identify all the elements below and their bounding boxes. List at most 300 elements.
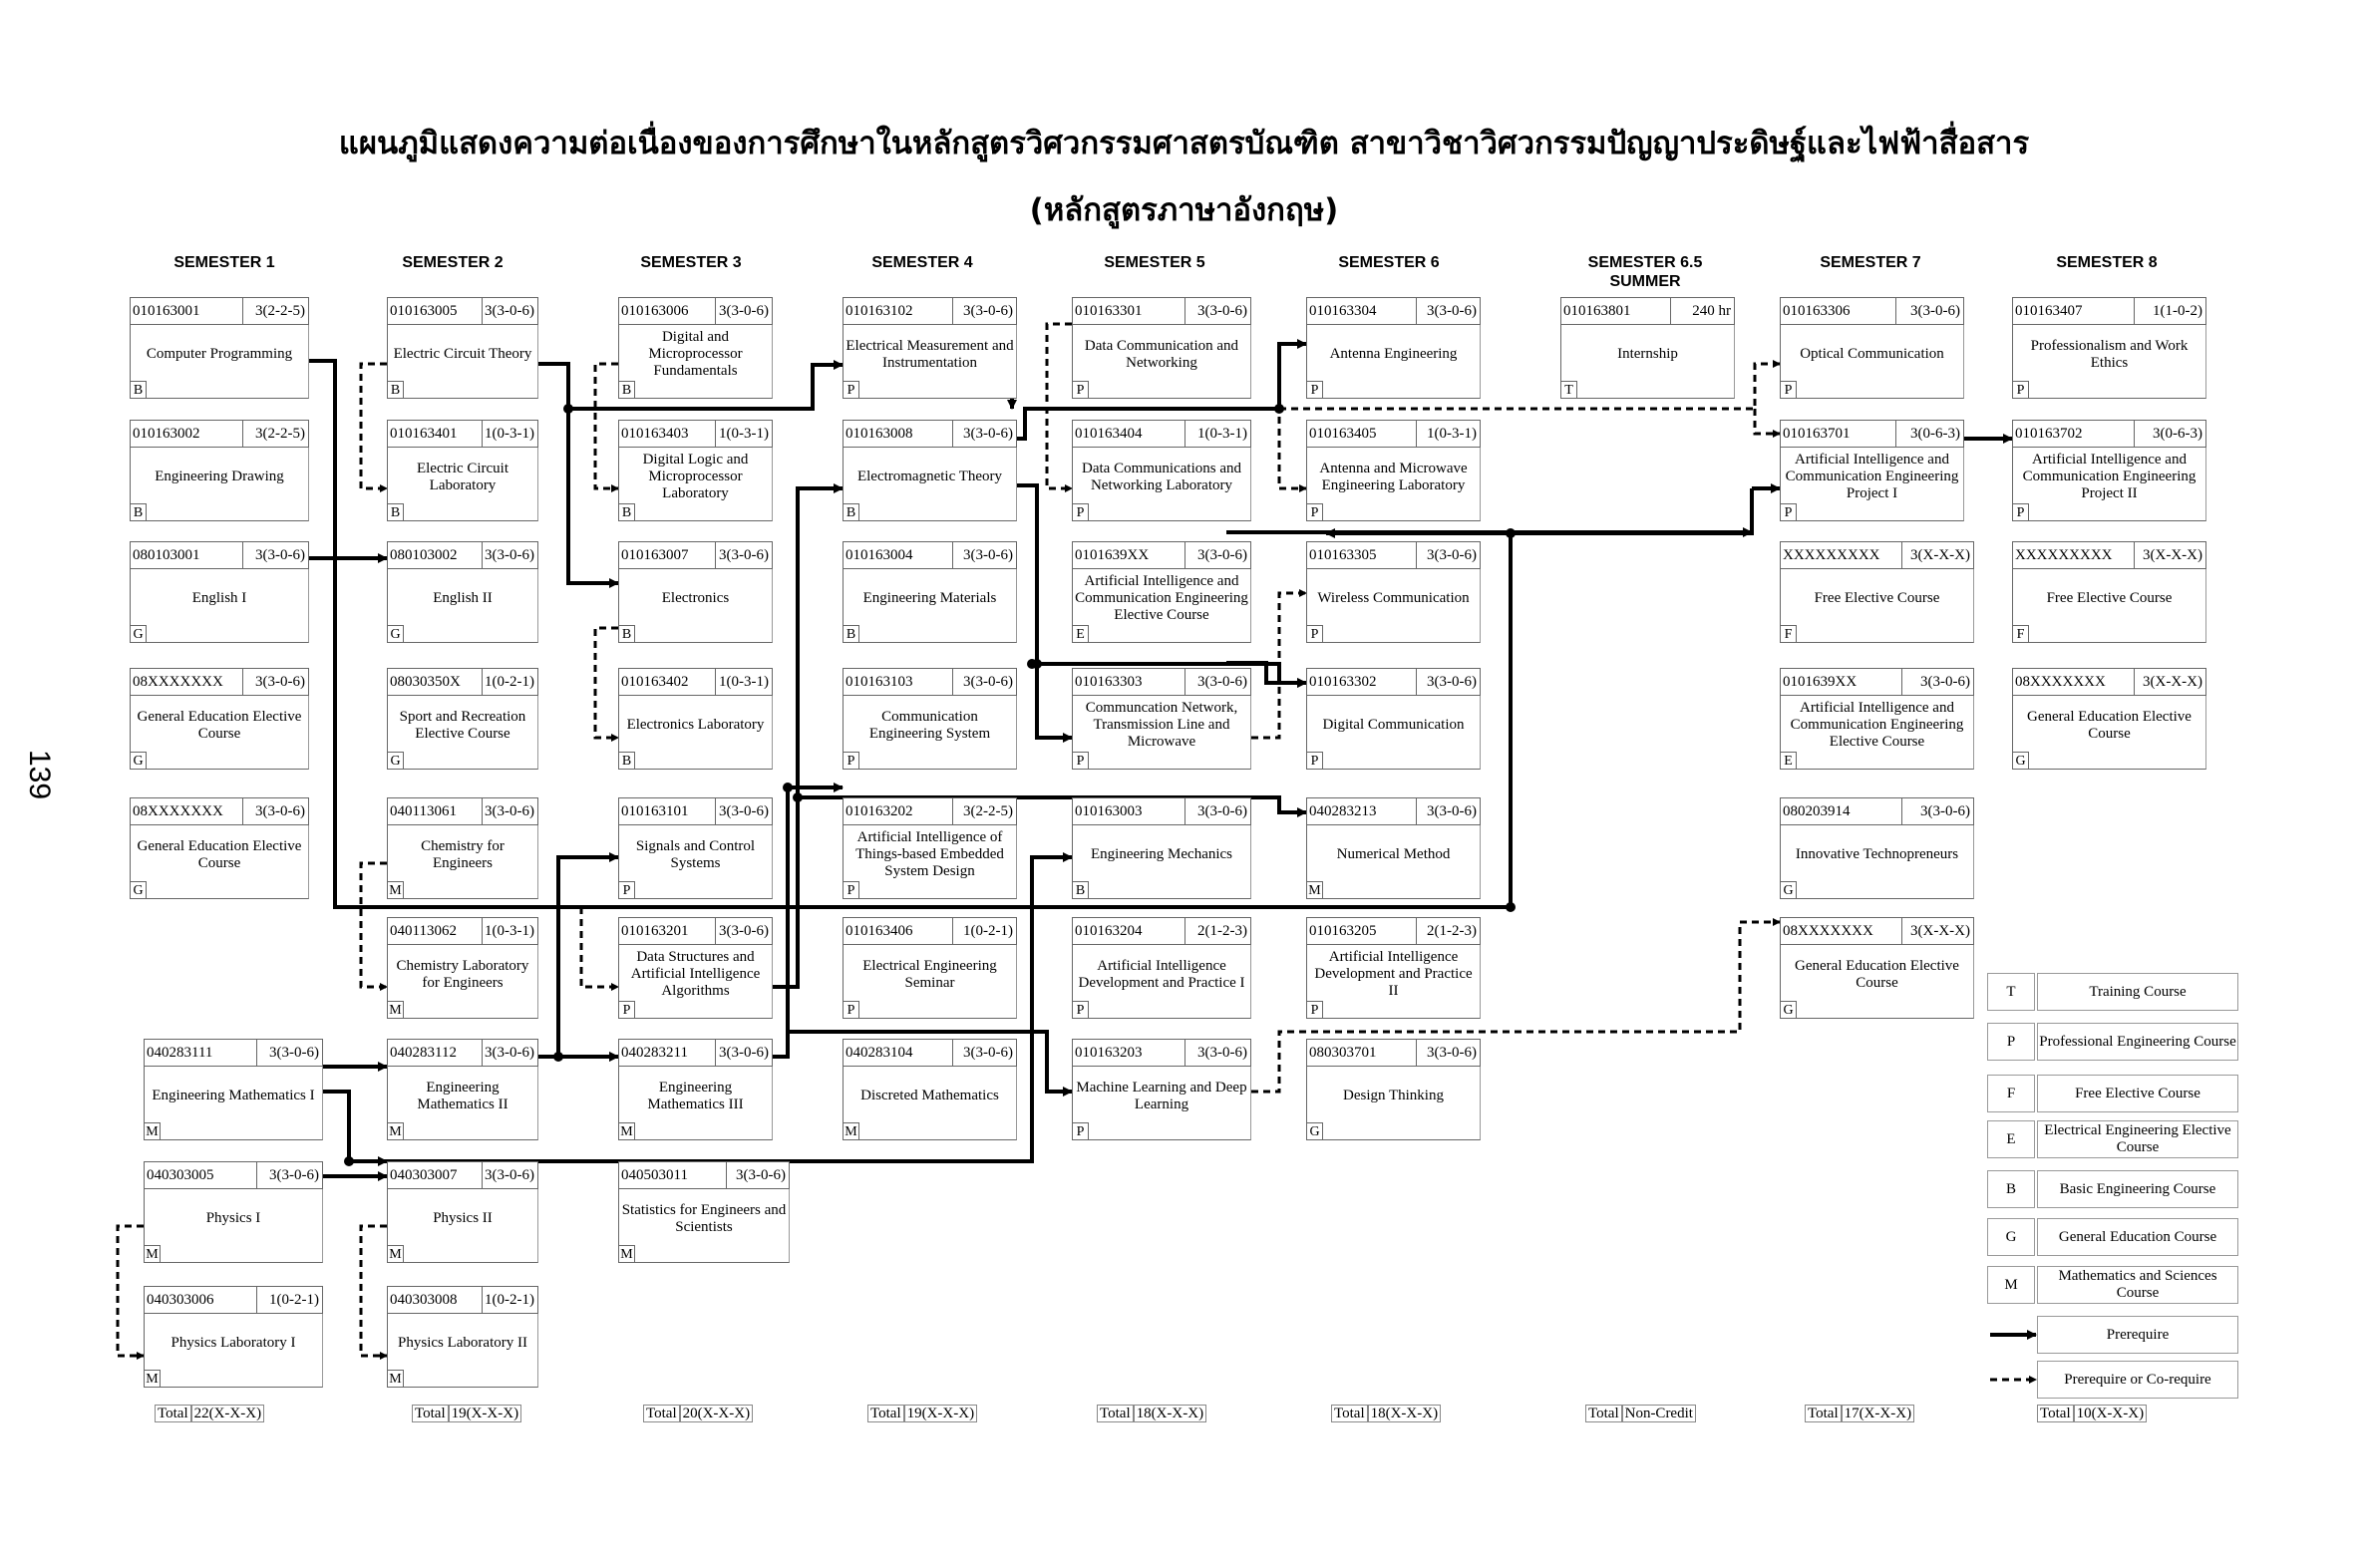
- course-name: Statistics for Engineers and Scientists: [621, 1201, 787, 1235]
- course-name: Free Elective Course: [1814, 590, 1940, 606]
- course-box-040303005: [144, 1161, 323, 1263]
- course-type-badge: G: [388, 625, 404, 642]
- coreq-arrow: [361, 364, 387, 488]
- course-code: 080103001: [133, 547, 200, 563]
- course-box-0101639xx: [1072, 541, 1251, 643]
- course-type-badge: P: [2013, 381, 2029, 398]
- total-label: Total: [155, 1405, 191, 1422]
- course-credit: 3(3-0-6): [719, 923, 769, 939]
- course-credit: 3(3-0-6): [1197, 547, 1247, 563]
- course-name: Electrical Measurement and Instrumentation: [846, 337, 1014, 371]
- course-name: Digital and Microprocessor Fundamentals: [648, 329, 743, 379]
- semester-total: [643, 1406, 753, 1422]
- course-type-badge: P: [844, 381, 859, 398]
- coreq-arrow: [1279, 369, 1306, 488]
- course-type-badge: P: [1073, 503, 1089, 520]
- course-type-badge: P: [1073, 1122, 1089, 1139]
- semester-header: SEMESTER 2: [402, 254, 504, 271]
- course-type-badge: M: [619, 1245, 635, 1262]
- course-credit: 1(0-3-1): [485, 426, 534, 442]
- legend-label: Free Elective Course: [2037, 1075, 2238, 1112]
- course-credit: 3(3-0-6): [963, 303, 1013, 319]
- course-box-010163801: [1560, 297, 1735, 399]
- junction-dot: [1027, 659, 1037, 669]
- total-label: Total: [1585, 1405, 1622, 1422]
- course-name: Engineering Mathematics II: [417, 1079, 508, 1112]
- course-type-badge: B: [131, 503, 147, 520]
- course-name: Physics I: [205, 1210, 261, 1226]
- course-box-010163204: [1072, 917, 1251, 1019]
- course-type-badge: P: [2013, 503, 2029, 520]
- course-code: 010163301: [1075, 303, 1143, 319]
- page-title: แผนภูมิแสดงความต่อเนื่องของการศึกษาในหลักสูตรวิศวกรรมศาสตรบัณฑิต สาขาวิชาวิศวกรรมปัญญาประดิษฐ์และไฟฟ้าสื่อสาร: [338, 126, 2030, 161]
- course-code: 010163302: [1309, 674, 1377, 690]
- course-name: Physics Laboratory II: [398, 1335, 527, 1351]
- course-name: Design Thinking: [1343, 1088, 1444, 1103]
- course-code: 010163007: [621, 547, 689, 563]
- coreq-arrow: [118, 1226, 144, 1356]
- legend-label: Professional Engineering Course: [2037, 1023, 2238, 1061]
- legend-row: [1987, 1075, 2238, 1112]
- legend-key: T: [1987, 973, 2035, 1011]
- legend-label: General Education Course: [2037, 1218, 2238, 1256]
- course-type-badge: P: [844, 752, 859, 769]
- course-name: Artificial Intelligence of Things-based Embedded System Design: [855, 829, 1004, 879]
- coreq-arrow: [1047, 324, 1072, 488]
- course-code: 010163002: [133, 426, 200, 442]
- course-box-040303007: [387, 1161, 538, 1263]
- course-name: Antenna Engineering: [1329, 346, 1458, 362]
- course-name: Machine Learning and Deep Learning: [1076, 1079, 1247, 1112]
- course-code: 040283213: [1309, 803, 1377, 819]
- course-name: Antenna and Microwave Engineering Laboratory: [1319, 460, 1468, 493]
- legend-label: Prerequire or Co-require: [2037, 1361, 2238, 1399]
- course-name: Artificial Intelligence Development and Practice I: [1078, 957, 1245, 991]
- legend-label: Basic Engineering Course: [2037, 1170, 2238, 1208]
- course-box-010163406: [843, 917, 1017, 1019]
- course-credit: 240 hr: [1692, 303, 1731, 319]
- prereq-arrow: [773, 488, 843, 987]
- course-name: Internship: [1617, 346, 1678, 362]
- course-code: 040303006: [147, 1292, 214, 1308]
- course-box-040283104: [843, 1039, 1017, 1140]
- course-credit: 3(3-0-6): [963, 674, 1013, 690]
- course-box-080203914: [1780, 797, 1974, 899]
- course-box-010163303: [1072, 668, 1251, 770]
- total-label: Total: [1097, 1405, 1134, 1422]
- course-type-badge: E: [1781, 752, 1797, 769]
- course-box-010163102: [843, 297, 1017, 399]
- course-box-010163405: [1306, 420, 1481, 521]
- course-type-badge: B: [619, 503, 635, 520]
- course-code: 040303005: [147, 1167, 214, 1183]
- total-label: Total: [412, 1405, 449, 1422]
- course-code: 08XXXXXXX: [1783, 923, 1873, 939]
- coreq-arrow: [361, 863, 387, 987]
- prereq-line: [317, 1092, 387, 1161]
- course-name: English II: [433, 590, 493, 606]
- legend-row: [1987, 1170, 2238, 1208]
- course-code: XXXXXXXXX: [1783, 547, 1880, 563]
- course-box-010163401: [387, 420, 538, 521]
- legend-key: M: [1987, 1266, 2035, 1304]
- semester-total: [412, 1406, 521, 1422]
- course-name: Innovative Technopreneurs: [1795, 846, 1959, 862]
- course-name: Chemistry Laboratory for Engineers: [396, 957, 529, 991]
- course-code: 010163004: [846, 547, 913, 563]
- semester-total: [1097, 1406, 1206, 1422]
- course-code: 010163403: [621, 426, 689, 442]
- course-box-040503011: [618, 1161, 790, 1263]
- course-credit: 3(3-0-6): [269, 1045, 319, 1061]
- legend-label: Prerequire: [2037, 1316, 2238, 1354]
- course-credit: 1(0-3-1): [719, 674, 769, 690]
- course-type-badge: F: [2013, 625, 2029, 642]
- course-name: Data Communications and Networking Laboratory: [1082, 460, 1241, 493]
- course-name: Electronics: [661, 590, 730, 606]
- course-name: Computer Programming: [146, 346, 293, 362]
- legend-row: [1987, 1218, 2238, 1256]
- course-code: 0101639XX: [1783, 674, 1858, 690]
- total-label: Total: [1331, 1405, 1368, 1422]
- course-code: 010163407: [2015, 303, 2083, 319]
- semester-header: SEMESTER 7: [1820, 254, 1921, 271]
- course-box-08xxxxxxx: [1780, 917, 1974, 1019]
- course-credit: 3(3-0-6): [1427, 1045, 1477, 1061]
- course-name: Electrical Engineering Seminar: [862, 957, 997, 991]
- course-credit: 3(3-0-6): [963, 547, 1013, 563]
- course-name: Wireless Communication: [1317, 590, 1470, 606]
- coreq-arrow: [581, 907, 618, 987]
- course-credit: 1(0-2-1): [269, 1292, 319, 1308]
- course-type-badge: M: [388, 1370, 404, 1387]
- course-credit: 3(X-X-X): [2143, 674, 2202, 690]
- total-value: 17(X-X-X): [1842, 1405, 1914, 1422]
- course-box-040113061: [387, 797, 538, 899]
- course-type-badge: M: [388, 1245, 404, 1262]
- course-credit: 3(3-0-6): [963, 1045, 1013, 1061]
- course-box-080103002: [387, 541, 538, 643]
- course-name: General Education Elective Course: [137, 708, 302, 742]
- course-box-010163701: [1780, 420, 1964, 521]
- course-type-badge: G: [131, 752, 147, 769]
- legend-key: B: [1987, 1170, 2035, 1208]
- course-code: 080303701: [1309, 1045, 1377, 1061]
- course-type-badge: T: [1561, 381, 1577, 398]
- course-credit: 3(3-0-6): [1197, 303, 1247, 319]
- course-box-040303008: [387, 1286, 538, 1388]
- course-credit: 3(2-2-5): [255, 303, 305, 319]
- course-code: 010163001: [133, 303, 200, 319]
- course-code: 040283111: [147, 1045, 213, 1061]
- course-box-010163702: [2012, 420, 2206, 521]
- semester-total: [155, 1406, 264, 1422]
- course-credit: 3(3-0-6): [269, 1167, 319, 1183]
- course-name: Digital Communication: [1322, 717, 1465, 733]
- course-box-010163203: [1072, 1039, 1251, 1140]
- semester-total: [867, 1406, 977, 1422]
- course-credit: 1(0-3-1): [719, 426, 769, 442]
- semester-header: SEMESTER 3: [640, 254, 742, 271]
- course-credit: 3(3-0-6): [1920, 674, 1970, 690]
- course-type-badge: B: [619, 381, 635, 398]
- course-code: 010163103: [846, 674, 913, 690]
- course-type-badge: P: [1307, 1001, 1323, 1018]
- course-credit: 3(2-2-5): [255, 426, 305, 442]
- course-code: 040283112: [390, 1045, 457, 1061]
- course-code: 010163306: [1783, 303, 1851, 319]
- course-name: Free Elective Course: [2046, 590, 2173, 606]
- course-name: Communication Engineering System: [868, 708, 991, 742]
- course-name: Chemistry for Engineers: [421, 837, 505, 871]
- course-box-010163003: [1072, 797, 1251, 899]
- course-box-040283111: [144, 1039, 323, 1140]
- course-name: Discreted Mathematics: [860, 1088, 999, 1103]
- course-credit: 3(3-0-6): [255, 547, 305, 563]
- course-box-010163001: [130, 297, 309, 399]
- semester-header: SEMESTER 8: [2056, 254, 2158, 271]
- legend-row: [1987, 1266, 2238, 1304]
- total-value: 19(X-X-X): [449, 1405, 521, 1422]
- course-box-010163005: [387, 297, 538, 399]
- course-code: 010163204: [1075, 923, 1143, 939]
- course-name: Sport and Recreation Elective Course: [399, 708, 526, 742]
- course-type-badge: B: [131, 381, 147, 398]
- course-credit: 1(0-3-1): [1197, 426, 1247, 442]
- course-code: 010163305: [1309, 547, 1377, 563]
- course-name: General Education Elective Course: [137, 837, 302, 871]
- coreq-arrow: [1755, 409, 1780, 434]
- page-number: 139: [23, 749, 57, 800]
- legend-row: [1987, 973, 2238, 1011]
- course-box-010163007: [618, 541, 773, 643]
- course-type-badge: M: [145, 1245, 161, 1262]
- junction-dot: [793, 792, 803, 802]
- course-credit: 1(1-0-2): [2153, 303, 2202, 319]
- course-type-badge: E: [1073, 625, 1089, 642]
- course-type-badge: B: [1073, 881, 1089, 898]
- semester-total: [1331, 1406, 1441, 1422]
- course-credit: 3(3-0-6): [719, 803, 769, 819]
- legend-key: E: [1987, 1120, 2035, 1158]
- course-type-badge: G: [2013, 752, 2029, 769]
- course-type-badge: P: [619, 881, 635, 898]
- course-name: Artificial Intelligence and Communication Engineering Project II: [2022, 452, 2197, 501]
- total-value: 18(X-X-X): [1368, 1405, 1441, 1422]
- course-box-010163101: [618, 797, 773, 899]
- course-code: 08XXXXXXX: [2015, 674, 2106, 690]
- course-box-08xxxxxxx: [130, 797, 309, 899]
- course-code: 080203914: [1783, 803, 1851, 819]
- course-code: 010163405: [1309, 426, 1377, 442]
- course-code: 040283211: [621, 1045, 688, 1061]
- course-code: 010163005: [390, 303, 458, 319]
- course-name: Optical Communication: [1800, 346, 1944, 362]
- course-code: 010163102: [846, 303, 913, 319]
- course-name: Engineering Mathematics III: [647, 1079, 744, 1112]
- course-code: XXXXXXXXX: [2015, 547, 2113, 563]
- course-box-010163202: [843, 797, 1017, 899]
- course-type-badge: M: [388, 881, 404, 898]
- course-box-040113062: [387, 917, 538, 1019]
- course-type-badge: M: [145, 1122, 161, 1139]
- legend-key: F: [1987, 1075, 2035, 1112]
- prereq-arrow: [538, 857, 618, 1057]
- course-type-badge: G: [1307, 1122, 1323, 1139]
- semester-total: [1805, 1406, 1914, 1422]
- course-code: 010163701: [1783, 426, 1851, 442]
- course-box-010163306: [1780, 297, 1964, 399]
- course-code: 010163205: [1309, 923, 1377, 939]
- course-type-badge: B: [844, 625, 859, 642]
- legend-row: [1987, 1361, 2238, 1399]
- course-code: 08XXXXXXX: [133, 803, 223, 819]
- course-credit: 3(3-0-6): [1197, 803, 1247, 819]
- course-type-badge: G: [131, 625, 147, 642]
- total-value: 20(X-X-X): [680, 1405, 753, 1422]
- course-credit: 3(3-0-6): [255, 674, 305, 690]
- total-label: Total: [643, 1405, 680, 1422]
- course-box-010163404: [1072, 420, 1251, 521]
- course-box-010163008: [843, 420, 1017, 521]
- course-box-010163205: [1306, 917, 1481, 1019]
- course-name: Signals and Control Systems: [635, 837, 756, 871]
- coreq-arrow: [361, 1226, 387, 1356]
- total-value: 18(X-X-X): [1134, 1405, 1206, 1422]
- course-credit: 3(3-0-6): [963, 426, 1013, 442]
- course-box-010163301: [1072, 297, 1251, 399]
- course-box-040283213: [1306, 797, 1481, 899]
- course-type-badge: P: [1781, 381, 1797, 398]
- course-type-badge: B: [388, 503, 404, 520]
- legend-key: P: [1987, 1023, 2035, 1061]
- semester-total: [2037, 1406, 2147, 1422]
- course-name: Communcation Network, Transmission Line and Microwave: [1085, 700, 1238, 750]
- course-code: 010163101: [621, 803, 689, 819]
- course-credit: 1(0-2-1): [963, 923, 1013, 939]
- course-type-badge: P: [1307, 503, 1323, 520]
- course-name: General Education Elective Course: [2027, 708, 2192, 742]
- course-code: 040113062: [390, 923, 457, 939]
- course-box-080303701: [1306, 1039, 1481, 1140]
- course-code: 010163203: [1075, 1045, 1143, 1061]
- course-credit: 3(3-0-6): [255, 803, 305, 819]
- total-value: 22(X-X-X): [191, 1405, 264, 1422]
- course-code: 010163006: [621, 303, 689, 319]
- junction-dot: [344, 1156, 354, 1166]
- course-box-080103001: [130, 541, 309, 643]
- semester-header: SEMESTER 1: [173, 254, 275, 271]
- course-type-badge: M: [145, 1370, 161, 1387]
- course-credit: 3(3-0-6): [719, 547, 769, 563]
- total-value: 19(X-X-X): [904, 1405, 977, 1422]
- course-type-badge: M: [388, 1001, 404, 1018]
- course-type-badge: P: [1781, 503, 1797, 520]
- course-credit: 1(0-2-1): [485, 674, 534, 690]
- course-credit: 3(3-0-6): [1197, 1045, 1247, 1061]
- course-code: 010163801: [1563, 303, 1631, 319]
- course-type-badge: P: [844, 881, 859, 898]
- prereq-arrow: [1017, 485, 1072, 738]
- course-box-010163407: [2012, 297, 2206, 399]
- junction-dot: [563, 404, 573, 414]
- course-credit: 3(3-0-6): [1427, 547, 1477, 563]
- course-code: 040303007: [390, 1167, 458, 1183]
- course-credit: 3(3-0-6): [719, 303, 769, 319]
- course-type-badge: F: [1781, 625, 1797, 642]
- legend-label: Training Course: [2037, 973, 2238, 1011]
- course-code: 010163202: [846, 803, 913, 819]
- semester-header: SEMESTER 6.5 SUMMER: [1587, 254, 1703, 290]
- course-credit: 3(3-0-6): [485, 547, 534, 563]
- course-name: English I: [191, 590, 247, 606]
- course-name: Artificial Intelligence and Communication Engineering Elective Course: [1075, 573, 1248, 623]
- course-box-010163304: [1306, 297, 1481, 399]
- course-box-010163004: [843, 541, 1017, 643]
- course-code: 010163406: [846, 923, 913, 939]
- legend-label: Mathematics and Sciences Course: [2037, 1266, 2238, 1304]
- legend-label: Electrical Engineering Elective Course: [2037, 1120, 2238, 1158]
- total-label: Total: [1805, 1405, 1842, 1422]
- course-type-badge: G: [388, 752, 404, 769]
- course-box-010163402: [618, 668, 773, 770]
- semester-header: SEMESTER 5: [1104, 254, 1205, 271]
- course-name: Numerical Method: [1336, 846, 1451, 862]
- course-code: 010163303: [1075, 674, 1143, 690]
- course-code: 010163402: [621, 674, 689, 690]
- course-name: Physics II: [433, 1210, 493, 1226]
- course-credit: 3(3-0-6): [1910, 303, 1960, 319]
- course-code: 010163702: [2015, 426, 2083, 442]
- course-credit: 3(X-X-X): [1910, 547, 1970, 563]
- course-credit: 3(X-X-X): [2143, 547, 2202, 563]
- course-code: 08XXXXXXX: [133, 674, 223, 690]
- course-code: 010163008: [846, 426, 913, 442]
- course-code: 010163401: [390, 426, 458, 442]
- course-credit: 3(2-2-5): [963, 803, 1013, 819]
- legend-row: [1987, 1316, 2238, 1354]
- course-code: 040503011: [621, 1167, 688, 1183]
- course-code: 010163304: [1309, 303, 1377, 319]
- course-credit: 1(0-3-1): [1427, 426, 1477, 442]
- course-name: Professionalism and Work Ethics: [2030, 337, 2189, 371]
- course-type-badge: G: [131, 881, 147, 898]
- course-name: Engineering Mathematics I: [152, 1088, 315, 1103]
- total-value: Non-Credit: [1622, 1405, 1696, 1422]
- course-credit: 3(X-X-X): [1910, 923, 1970, 939]
- course-code: 080103002: [390, 547, 458, 563]
- course-type-badge: P: [1307, 381, 1323, 398]
- course-box-010163302: [1306, 668, 1481, 770]
- course-code: 08030350X: [390, 674, 461, 690]
- course-credit: 3(0-6-3): [1910, 426, 1960, 442]
- course-type-badge: P: [1073, 1001, 1089, 1018]
- course-box-xxxxxxxxx: [1780, 541, 1974, 643]
- course-box-xxxxxxxxx: [2012, 541, 2206, 643]
- course-type-badge: B: [619, 625, 635, 642]
- semester-header: SEMESTER 6: [1338, 254, 1440, 271]
- course-credit: 2(1-2-3): [1427, 923, 1477, 939]
- course-credit: 3(3-0-6): [485, 803, 534, 819]
- course-type-badge: G: [1781, 1001, 1797, 1018]
- course-type-badge: M: [844, 1122, 859, 1139]
- course-box-08xxxxxxx: [130, 668, 309, 770]
- course-type-badge: G: [1781, 881, 1797, 898]
- course-credit: 1(0-3-1): [485, 923, 534, 939]
- legend-row: [1987, 1023, 2238, 1061]
- total-label: Total: [2037, 1405, 2074, 1422]
- course-type-badge: M: [619, 1122, 635, 1139]
